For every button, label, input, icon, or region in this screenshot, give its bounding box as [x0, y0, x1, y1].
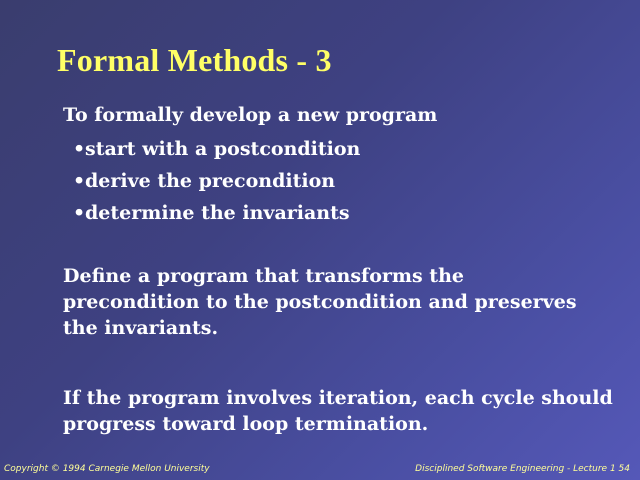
iteration-paragraph: If the program involves iteration, each cycle should progress toward loop termination.	[63, 387, 613, 435]
bullet-list	[73, 133, 360, 229]
bullet-icon: •	[73, 202, 86, 224]
bullet-item	[73, 133, 360, 165]
intro-text: To formally develop a new program	[63, 104, 438, 126]
bullet-text: start with a postcondition	[85, 138, 361, 160]
footer-course: Disciplined Software Engineering - Lecture 1 54	[415, 464, 630, 474]
slide-title: Formal Methods - 3	[57, 42, 332, 78]
bullet-icon: •	[73, 138, 86, 160]
bullet-text: derive the precondition	[85, 170, 336, 192]
definition-paragraph: Define a program that transforms the precondition to the postcondition and preserves the invariants.	[63, 265, 577, 339]
bullet-item	[73, 197, 360, 229]
bullet-icon: •	[73, 170, 86, 192]
bullet-item	[73, 165, 360, 197]
footer-copyright: Copyright © 1994 Carnegie Mellon University	[4, 464, 210, 474]
bullet-text: determine the invariants	[85, 202, 350, 224]
